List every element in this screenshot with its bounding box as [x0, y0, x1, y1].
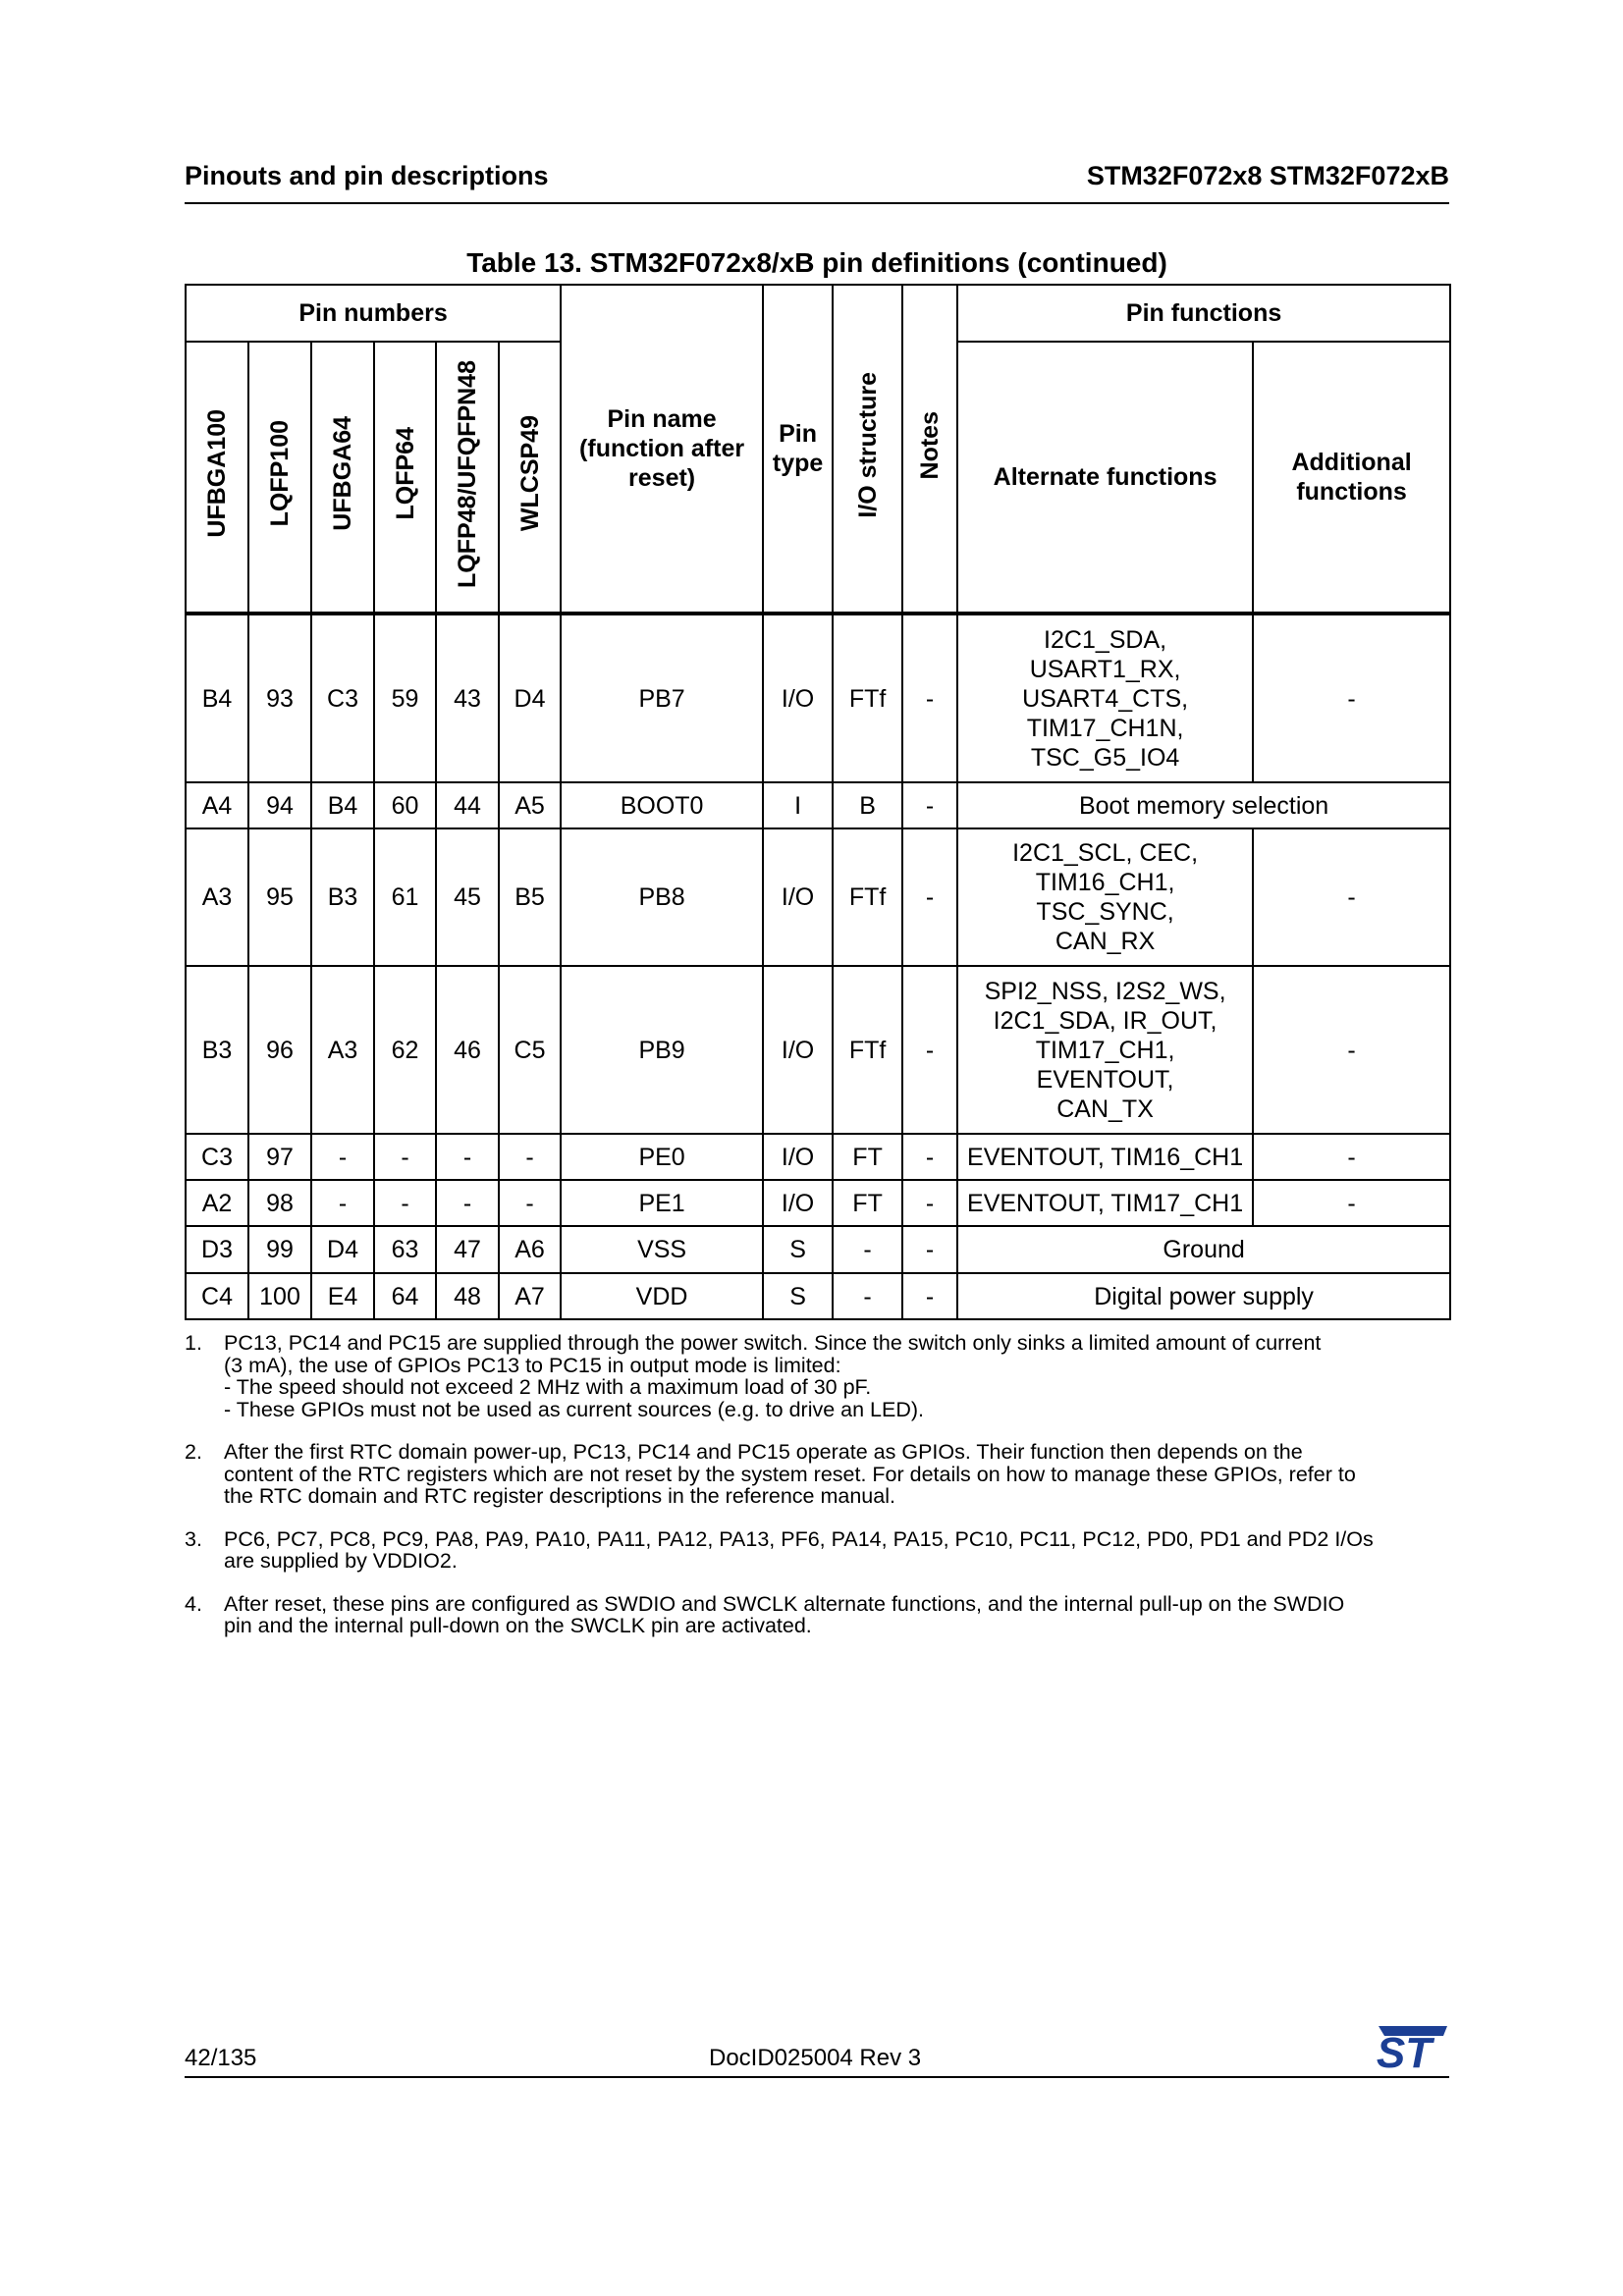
pin-name-header: Pin name (function after reset) — [561, 285, 763, 614]
io-structure-header: I/O structure — [833, 285, 902, 614]
cell-notes: - — [902, 1273, 957, 1319]
cell-ufbga64: D4 — [311, 1226, 374, 1273]
cell-ufbga100: B4 — [186, 614, 248, 782]
cell-additional-functions: - — [1253, 966, 1450, 1134]
cell-pin-type: I/O — [763, 828, 833, 966]
cell-wlcsp49: A5 — [499, 782, 561, 828]
cell-lqfp48: 43 — [436, 614, 499, 782]
footnote-3: 3. PC6, PC7, PC8, PC9, PA8, PA9, PA10, PA11, PA12, PA13, PF6, PA14, PA15, PC10, PC11, PC12, PD0, PD1 and PD2 I/Os are supplied by VDDIO2. — [185, 1526, 1374, 1573]
cell-lqfp64: 59 — [374, 614, 436, 782]
cell-wlcsp49: B5 — [499, 828, 561, 966]
additional-functions-header: Additional functions — [1253, 342, 1450, 614]
cell-io-structure: FTf — [833, 966, 902, 1134]
cell-pin-type: I/O — [763, 1180, 833, 1226]
cell-additional-functions: - — [1253, 614, 1450, 782]
cell-ufbga64: - — [311, 1134, 374, 1180]
cell-lqfp100: 95 — [248, 828, 311, 966]
cell-lqfp64: 62 — [374, 966, 436, 1134]
cell-pin-name: PE0 — [561, 1134, 763, 1180]
lqfp48-header: LQFP48/UFQFPN48 — [436, 342, 499, 614]
cell-ufbga64: B3 — [311, 828, 374, 966]
cell-pin-type: S — [763, 1273, 833, 1319]
cell-ufbga64: B4 — [311, 782, 374, 828]
cell-notes: - — [902, 966, 957, 1134]
cell-notes: - — [902, 1226, 957, 1273]
footnote-1: 1. PC13, PC14 and PC15 are supplied through the power switch. Since the switch only sinks a limited amount of current (3 mA), the use of GPIOs PC13 to PC15 in output mode is limited: - The speed should not exceed 2 MHz with a maximum load of 30 pF. - These GPIOs must not be used as current sources (e.g. to drive an LED). — [185, 1331, 1322, 1421]
cell-wlcsp49: - — [499, 1180, 561, 1226]
cell-io-structure: - — [833, 1273, 902, 1319]
pin-numbers-header: Pin numbers — [186, 285, 561, 342]
footer-rule — [185, 2076, 1449, 2078]
alternate-functions-header: Alternate functions — [957, 342, 1253, 614]
cell-io-structure: FT — [833, 1134, 902, 1180]
cell-ufbga100: C4 — [186, 1273, 248, 1319]
table-row — [186, 966, 1450, 1134]
pin-type-header: Pin type — [763, 285, 833, 614]
document-id: DocID025004 Rev 3 — [709, 2045, 922, 2071]
cell-pin-type: I/O — [763, 1134, 833, 1180]
cell-ufbga64: A3 — [311, 966, 374, 1134]
cell-merged-function: Digital power supply — [957, 1273, 1450, 1319]
cell-lqfp64: - — [374, 1180, 436, 1226]
cell-lqfp48: - — [436, 1180, 499, 1226]
cell-pin-type: I/O — [763, 614, 833, 782]
header-rule — [185, 202, 1449, 204]
cell-pin-name: PB8 — [561, 828, 763, 966]
table-row — [186, 1226, 1450, 1273]
cell-lqfp100: 99 — [248, 1226, 311, 1273]
footnote-2: 2. After the first RTC domain power-up, PC13, PC14 and PC15 operate as GPIOs. Their function then depends on the content of the RTC registers which are not reset by the system reset. For details on how to manage these GPIOs, refer to the RTC domain and RTC register descriptions in the reference manual. — [185, 1440, 1356, 1508]
cell-pin-name: PB7 — [561, 614, 763, 782]
cell-lqfp100: 100 — [248, 1273, 311, 1319]
lqfp64-header: LQFP64 — [374, 342, 436, 614]
cell-lqfp100: 93 — [248, 614, 311, 782]
cell-wlcsp49: A7 — [499, 1273, 561, 1319]
cell-ufbga100: A3 — [186, 828, 248, 966]
cell-wlcsp49: - — [499, 1134, 561, 1180]
cell-pin-name: PB9 — [561, 966, 763, 1134]
cell-notes: - — [902, 614, 957, 782]
table-row — [186, 782, 1450, 828]
cell-lqfp64: 64 — [374, 1273, 436, 1319]
svg-text:ST: ST — [1376, 2029, 1433, 2071]
cell-ufbga100: A4 — [186, 782, 248, 828]
footnote-4: 4. After reset, these pins are configured as SWDIO and SWCLK alternate functions, and the internal pull-up on the SWDIO pin and the internal pull-down on the SWCLK pin are activated. — [185, 1591, 1345, 1637]
wlcsp49-header: WLCSP49 — [499, 342, 561, 614]
pin-definitions-table — [185, 284, 1451, 1320]
cell-wlcsp49: D4 — [499, 614, 561, 782]
cell-pin-type: I/O — [763, 966, 833, 1134]
cell-pin-name: BOOT0 — [561, 782, 763, 828]
st-logo-icon — [1365, 2026, 1447, 2071]
cell-lqfp64: 61 — [374, 828, 436, 966]
cell-lqfp100: 94 — [248, 782, 311, 828]
cell-lqfp64: 60 — [374, 782, 436, 828]
cell-pin-type: I — [763, 782, 833, 828]
cell-alternate-functions: I2C1_SCL, CEC, TIM16_CH1, TSC_SYNC, CAN_RX — [957, 828, 1253, 966]
cell-additional-functions: - — [1253, 828, 1450, 966]
table-row — [186, 1273, 1450, 1319]
cell-lqfp100: 97 — [248, 1134, 311, 1180]
cell-pin-name: PE1 — [561, 1180, 763, 1226]
cell-ufbga100: A2 — [186, 1180, 248, 1226]
table-row — [186, 828, 1450, 966]
cell-pin-name: VSS — [561, 1226, 763, 1273]
table-row — [186, 1180, 1450, 1226]
cell-io-structure: B — [833, 782, 902, 828]
cell-merged-function: Boot memory selection — [957, 782, 1450, 828]
cell-alternate-functions: SPI2_NSS, I2S2_WS, I2C1_SDA, IR_OUT, TIM17_CH1, EVENTOUT, CAN_TX — [957, 966, 1253, 1134]
lqfp100-header: LQFP100 — [248, 342, 311, 614]
cell-notes: - — [902, 1180, 957, 1226]
cell-merged-function: Ground — [957, 1226, 1450, 1273]
cell-notes: - — [902, 1134, 957, 1180]
cell-io-structure: FT — [833, 1180, 902, 1226]
cell-lqfp64: 63 — [374, 1226, 436, 1273]
cell-lqfp48: 48 — [436, 1273, 499, 1319]
ufbga100-header: UFBGA100 — [186, 342, 248, 614]
cell-ufbga100: C3 — [186, 1134, 248, 1180]
cell-ufbga64: E4 — [311, 1273, 374, 1319]
cell-ufbga64: C3 — [311, 614, 374, 782]
cell-io-structure: - — [833, 1226, 902, 1273]
cell-lqfp64: - — [374, 1134, 436, 1180]
cell-ufbga64: - — [311, 1180, 374, 1226]
cell-ufbga100: D3 — [186, 1226, 248, 1273]
cell-ufbga100: B3 — [186, 966, 248, 1134]
cell-alternate-functions: I2C1_SDA, USART1_RX, USART4_CTS, TIM17_CH1N, TSC_G5_IO4 — [957, 614, 1253, 782]
cell-pin-name: VDD — [561, 1273, 763, 1319]
table-caption: Table 13. STM32F072x8/xB pin definitions (continued) — [466, 247, 1167, 278]
table-footnotes — [185, 1332, 1422, 1658]
cell-lqfp48: 44 — [436, 782, 499, 828]
cell-notes: - — [902, 782, 957, 828]
cell-lqfp48: - — [436, 1134, 499, 1180]
cell-additional-functions: - — [1253, 1134, 1450, 1180]
cell-alternate-functions: EVENTOUT, TIM17_CH1 — [957, 1180, 1253, 1226]
cell-lqfp48: 47 — [436, 1226, 499, 1273]
section-title: Pinouts and pin descriptions — [185, 161, 549, 190]
cell-lqfp48: 46 — [436, 966, 499, 1134]
ufbga64-header: UFBGA64 — [311, 342, 374, 614]
table-row — [186, 614, 1450, 782]
pin-functions-header: Pin functions — [957, 285, 1450, 342]
cell-alternate-functions: EVENTOUT, TIM16_CH1 — [957, 1134, 1253, 1180]
table-row — [186, 1134, 1450, 1180]
cell-lqfp48: 45 — [436, 828, 499, 966]
cell-wlcsp49: C5 — [499, 966, 561, 1134]
cell-io-structure: FTf — [833, 828, 902, 966]
cell-wlcsp49: A6 — [499, 1226, 561, 1273]
page-number: 42/135 — [185, 2045, 257, 2071]
cell-lqfp100: 98 — [248, 1180, 311, 1226]
cell-additional-functions: - — [1253, 1180, 1450, 1226]
cell-notes: - — [902, 828, 957, 966]
cell-io-structure: FTf — [833, 614, 902, 782]
cell-pin-type: S — [763, 1226, 833, 1273]
cell-lqfp100: 96 — [248, 966, 311, 1134]
notes-header: Notes — [902, 285, 957, 614]
document-part-number: STM32F072x8 STM32F072xB — [1086, 161, 1449, 190]
